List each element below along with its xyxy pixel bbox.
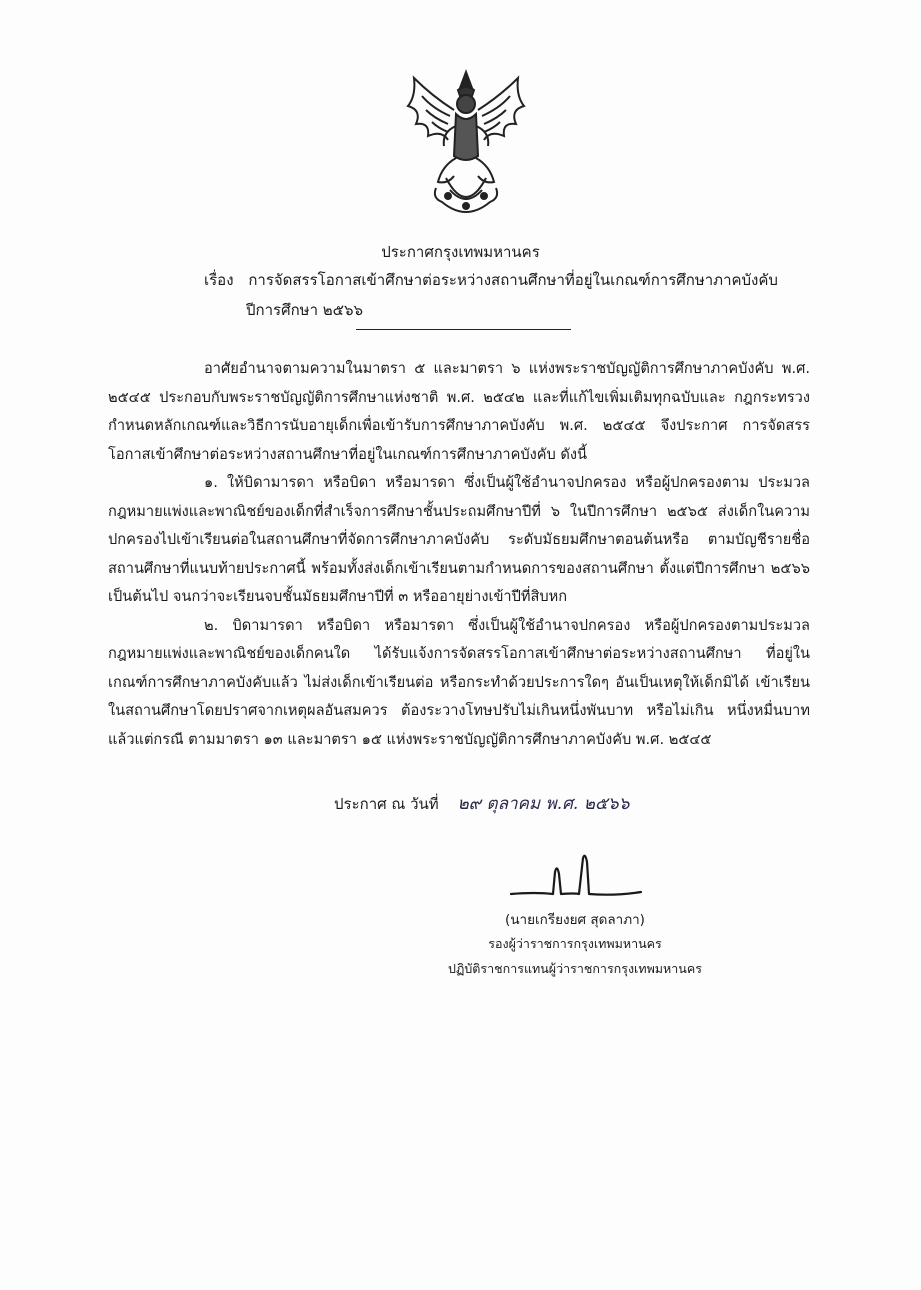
announcement-title: ประกาศกรุงเทพมหานคร [381, 243, 540, 261]
subject-text: การจัดสรรโอกาสเข้าศึกษาต่อระหว่างสถานศึกษาที่อยู่ในเกณฑ์การศึกษาภาคบังคับ [248, 271, 778, 289]
clause-1-paragraph: ๑. ให้บิดามารดา หรือบิดา หรือมารดา ซึ่งเป็นผู้ใช้อำนาจปกครอง หรือผู้ปกครองตาม ประมวลกฎหมายแพ่งและพาณิชย์ของเด็กที่สำเร็จการศึกษาชั้นประถมศึกษาปีที่ ๖ ในปีการศึกษา ๒๕๖๕ ส่งเด็กในความปกครองไปเข้าเรียนต่อในสถานศึกษาที่จัดการศึกษาภาคบังคับ ระดับมัธยมศึกษาตอนต้นหรือ ตามบัญชีรายชื่อสถานศึกษาที่แนบท้ายประกาศนี้ พร้อมทั้งส่งเด็กเข้าเรียนตามกำหนดการของสถานศึกษา ตั้งแต่ปีการศึกษา ๒๕๖๖ เป็นต้นไป จนกว่าจะเรียนจบชั้นมัธยมศึกษาปีที่ ๓ หรืออายุย่างเข้าปีที่สิบหก [108, 474, 810, 605]
announcement-body [108, 355, 810, 754]
date-label: ประกาศ ณ วันที่ [334, 795, 439, 813]
academic-year: ปีการศึกษา ๒๕๖๖ [246, 301, 364, 319]
garuda-emblem-icon [402, 66, 530, 216]
handwritten-date: ๒๙ ตุลาคม พ.ศ. ๒๕๖๖ [457, 794, 630, 814]
signer-acting-position: ปฏิบัติราชการแทนผู้ว่าราชการกรุงเทพมหานคร [448, 961, 702, 976]
signature-mark [505, 850, 645, 912]
signer-name: (นายเกรียงยศ สุดลาภา) [505, 912, 645, 928]
preamble-paragraph: อาศัยอำนาจตามความในมาตรา ๕ และมาตรา ๖ แห่งพระราชบัญญัติการศึกษาภาคบังคับ พ.ศ. ๒๕๔๕ ประกอบกับพระราชบัญญัติการศึกษาแห่งชาติ พ.ศ. ๒๕๔๒ และที่แก้ไขเพิ่มเติมทุกฉบับและ กฎกระทรวงกำหนดหลักเกณฑ์และวิธีการนับอายุเด็กเพื่อเข้ารับการศึกษาภาคบังคับ พ.ศ. ๒๕๔๕ จึงประกาศ การจัดสรรโอกาสเข้าศึกษาต่อระหว่างสถานศึกษาที่อยู่ในเกณฑ์การศึกษาภาคบังคับ ดังนี้ [108, 360, 810, 463]
clause-2-paragraph: ๒. บิดามารดา หรือบิดา หรือมารดา ซึ่งเป็นผู้ใช้อำนาจปกครอง หรือผู้ปกครองตามประมวล กฎหมายแพ่งและพาณิชย์ของเด็กคนใด ได้รับแจ้งการจัดสรรโอกาสเข้าศึกษาต่อระหว่างสถานศึกษา ที่อยู่ใน เกณฑ์การศึกษาภาคบังคับแล้ว ไม่ส่งเด็กเข้าเรียนต่อ หรือกระทำด้วยประการใดๆ อันเป็นเหตุให้เด็กมิได้ เข้าเรียนในสถานศึกษาโดยปราศจากเหตุผลอันสมควร ต้องระวางโทษปรับไม่เกินหนึ่งพันบาท หรือไม่เกิน หนึ่งหมื่นบาท แล้วแต่กรณี ตามมาตรา ๑๓ และมาตรา ๑๕ แห่งพระราชบัญญัติการศึกษาภาคบังคับ พ.ศ. ๒๕๔๕ [108, 616, 810, 748]
title-divider [356, 329, 571, 330]
subject-line [204, 268, 778, 292]
signer-position: รองผู้ว่าราชการกรุงเทพมหานคร [488, 936, 662, 951]
announcement-date [334, 790, 629, 817]
subject-label: เรื่อง [204, 271, 234, 289]
